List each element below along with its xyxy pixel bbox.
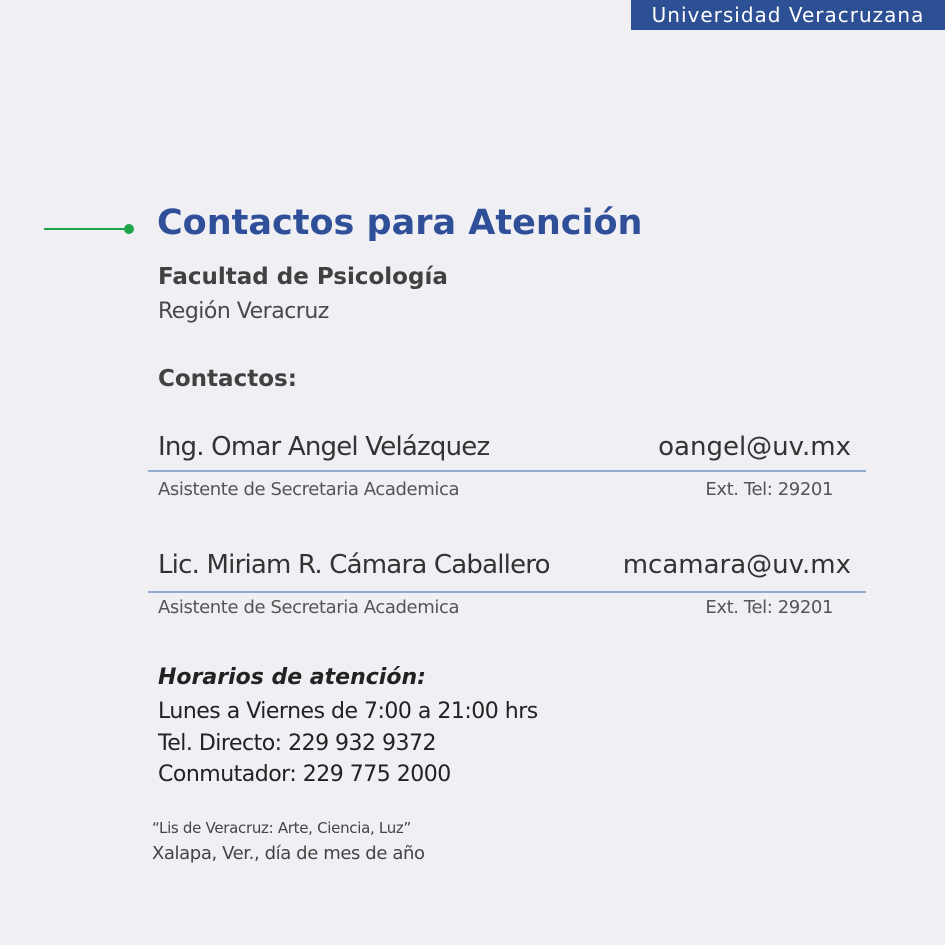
- contact-extension: Ext. Tel: 29201: [705, 597, 833, 618]
- institution-badge: Universidad Veracruzana: [631, 0, 945, 30]
- motto: “Lis de Veracruz: Arte, Ciencia, Luz”: [152, 819, 411, 837]
- switchboard-phone: Conmutador: 229 775 2000: [158, 762, 451, 787]
- contact-email-link[interactable]: oangel@uv.mx: [658, 432, 851, 462]
- contact-name: Lic. Miriam R. Cámara Caballero: [158, 550, 550, 580]
- region-name: Región Veracruz: [158, 299, 329, 324]
- contact-role: Asistente de Secretaria Academica: [158, 479, 460, 500]
- page-title: Contactos para Atención: [157, 203, 643, 243]
- accent-dot-icon: [124, 224, 134, 234]
- direct-phone: Tel. Directo: 229 932 9372: [158, 731, 437, 756]
- hours-schedule: Lunes a Viernes de 7:00 a 21:00 hrs: [158, 699, 538, 724]
- accent-line: [44, 228, 128, 230]
- contact-role: Asistente de Secretaria Academica: [158, 597, 460, 618]
- place-date: Xalapa, Ver., día de mes de año: [152, 843, 425, 864]
- contact-name: Ing. Omar Angel Velázquez: [158, 432, 490, 462]
- contact-divider: [148, 470, 866, 472]
- faculty-name: Facultad de Psicología: [158, 264, 448, 290]
- contact-email-link[interactable]: mcamara@uv.mx: [622, 550, 851, 580]
- hours-heading: Horarios de atención:: [158, 665, 426, 690]
- contact-extension: Ext. Tel: 29201: [705, 479, 833, 500]
- contact-divider: [148, 591, 866, 593]
- contacts-heading: Contactos:: [158, 366, 297, 392]
